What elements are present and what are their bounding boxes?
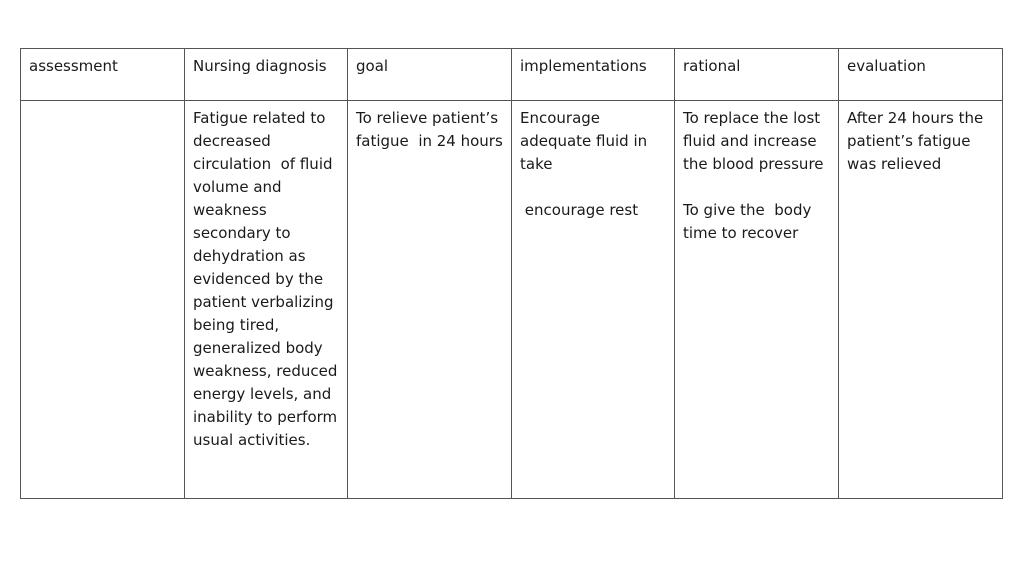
- evaluation-text: After 24 hours the patient’s fatigue was relieved: [847, 109, 988, 173]
- cell-rational: [675, 101, 839, 499]
- table-header-row: [21, 49, 1003, 101]
- implementation-item: Encourage adequate fluid in take: [520, 109, 652, 173]
- header-evaluation: evaluation: [839, 49, 1003, 101]
- cell-goal: [348, 101, 512, 499]
- implementation-item: encourage rest: [520, 201, 639, 219]
- paragraph-spacer: [520, 176, 666, 199]
- nursing-diagnosis-text: Fatigue related to decreased circulation of fluid volume and weakness secondary to dehydration as evidenced by the patient verbalizing being tired, generalized body weakness, reduced energy levels, and inability to perform usual activities.: [193, 109, 343, 449]
- paragraph-spacer: [683, 176, 830, 199]
- header-implementations: implementations: [512, 49, 675, 101]
- cell-implementations: [512, 101, 675, 499]
- goal-text: To relieve patient’s fatigue in 24 hours: [356, 109, 503, 150]
- header-nursing-diagnosis: Nursing diagnosis: [185, 49, 348, 101]
- header-goal: goal: [348, 49, 512, 101]
- rational-item: To give the body time to recover: [683, 201, 817, 242]
- table-row: [21, 101, 1003, 499]
- header-rational: rational: [675, 49, 839, 101]
- rational-item: To replace the lost fluid and increase the blood pressure: [683, 109, 825, 173]
- header-assessment: assessment: [21, 49, 185, 101]
- cell-evaluation: [839, 101, 1003, 499]
- cell-assessment: [21, 101, 185, 499]
- nursing-care-plan-table: [20, 48, 1003, 499]
- cell-nursing-diagnosis: [185, 101, 348, 499]
